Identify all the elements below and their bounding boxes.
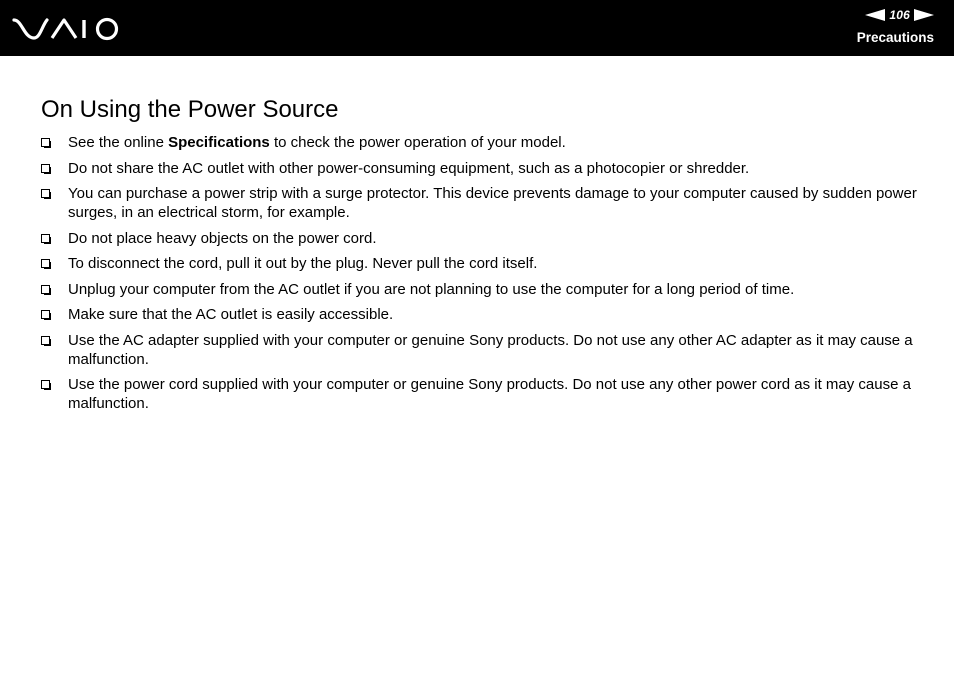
checkbox-bullet-icon [41,336,50,345]
item-text: Unplug your computer from the AC outlet if you are not planning to use the computer for a long period of time. [68,280,795,298]
item-text: Do not share the AC outlet with other power-consuming equipment, such as a photocopier or shredder. [68,159,750,177]
precautions-list [41,133,921,420]
vaio-logo [12,14,122,44]
item-text: You can purchase a power strip with a surge protector. This device prevents damage to your computer caused by sudden power surges, in an electrical storm, for example. [68,185,917,221]
list-item [41,133,921,152]
item-text: Do not place heavy objects on the power cord. [68,229,377,247]
list-item [41,159,921,178]
page-navigation [865,7,934,23]
specifications-link-text: Specifications [168,134,270,151]
checkbox-bullet-icon [41,310,50,319]
checkbox-bullet-icon [41,189,50,198]
checkbox-bullet-icon [41,164,50,173]
list-item [41,184,921,222]
item-text-post: to check the power operation of your model. [269,134,566,151]
checkbox-bullet-icon [41,285,50,294]
checkbox-bullet-icon [41,380,50,389]
checkbox-bullet-icon [41,234,50,243]
list-item [41,305,921,324]
item-text: Use the AC adapter supplied with your computer or genuine Sony products. Do not use any other AC adapter as it may cause a malfunction. [68,331,913,368]
item-text: Use the power cord supplied with your computer or genuine Sony products. Do not use any other power cord as it may cause a malfunction. [68,376,911,412]
list-item [41,229,921,248]
checkbox-bullet-icon [41,259,50,268]
list-item [41,375,921,413]
header-bar [0,0,954,56]
checkbox-bullet-icon [41,138,50,147]
next-page-arrow-icon[interactable] [914,9,934,21]
previous-page-arrow-icon[interactable] [865,9,885,21]
list-item [41,280,921,299]
section-title: Precautions [856,30,934,45]
list-item [41,254,921,273]
item-text: To disconnect the cord, pull it out by the plug. Never pull the cord itself. [68,255,538,272]
item-text-pre: See the online [68,134,169,151]
list-item [41,331,921,369]
page-title: On Using the Power Source [41,96,339,123]
page-number: 106 [889,8,910,22]
item-text: Make sure that the AC outlet is easily accessible. [68,306,394,323]
